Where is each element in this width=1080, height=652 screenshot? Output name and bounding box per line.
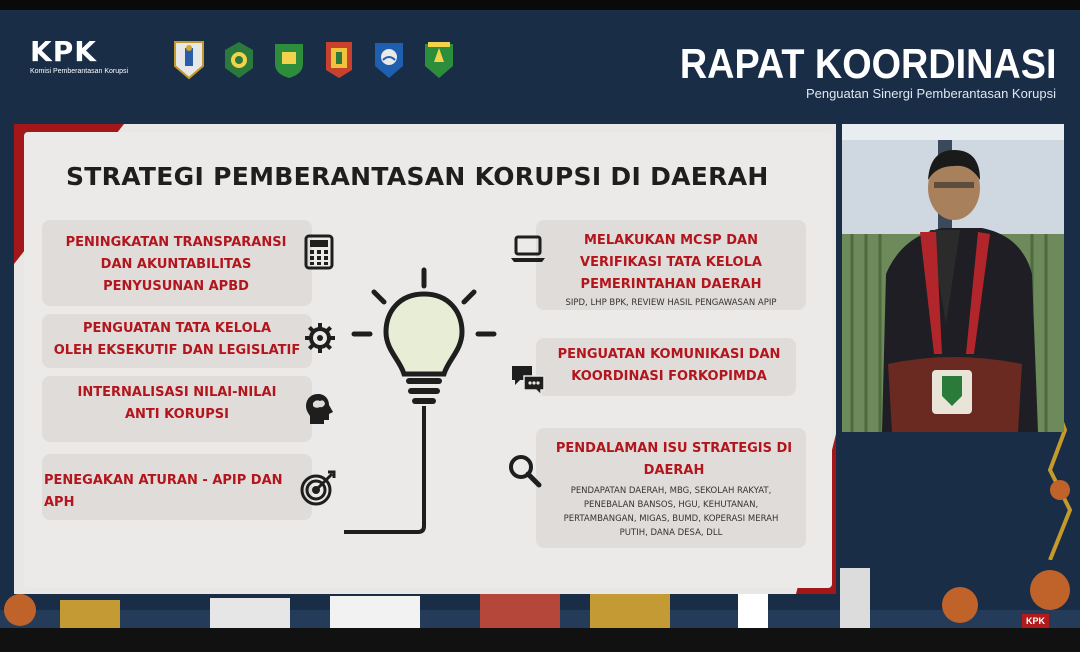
kpk-watermark: KPK (1022, 614, 1049, 628)
calculator-icon (304, 234, 334, 270)
speaker-video-feed (842, 124, 1064, 432)
top-letterbox (0, 0, 1080, 10)
regional-emblem-icon-3 (272, 40, 306, 80)
bottom-letterbox (0, 628, 1080, 652)
gear-icon (304, 322, 336, 354)
kpk-logo-text: KPK (30, 35, 97, 68)
magnifier-icon (508, 454, 542, 488)
regional-emblems (172, 40, 456, 80)
event-subtitle: Penguatan Sinergi Pemberantasan Korupsi (805, 86, 1056, 101)
strategy-mcsp-text: MELAKUKAN MCSP DAN VERIFIKASI TATA KELOLA PEMERINTAHAN DAERAH (580, 233, 762, 292)
presentation-slide (14, 124, 836, 594)
slide-title: STRATEGI PEMBERANTASAN KORUPSI DI DAERAH (66, 162, 769, 191)
chat-bubbles-icon (510, 364, 546, 396)
strategy-communication-text: PENGUATAN KOMUNIKASI DAN KOORDINASI FORKOPIMDA (557, 347, 781, 384)
strategy-enforcement-text: PENEGAKAN ATURAN - APIP DAN APH (44, 473, 283, 510)
lightbulb-icon (344, 264, 504, 554)
regional-emblem-icon-6 (422, 40, 456, 80)
brain-head-icon (304, 392, 336, 426)
regional-emblem-icon-5 (372, 40, 406, 80)
speaker-image (842, 124, 1064, 432)
event-title: RAPAT KOORDINASI (679, 40, 1056, 87)
regional-emblem-icon-4 (322, 40, 356, 80)
strategy-issues-text: PENDALAMAN ISU STRATEGIS DI DAERAH (555, 441, 793, 478)
strategy-values-text: INTERNALISASI NILAI-NILAI ANTI KORUPSI (77, 385, 277, 422)
strategy-transparency-text: PENINGKATAN TRANSPARANSI DAN AKUNTABILITAS PENYUSUNAN APBD (65, 235, 287, 294)
jakarta-emblem-icon (172, 40, 206, 80)
regional-emblem-icon-2 (222, 40, 256, 80)
strategy-issues-detail: PENDAPATAN DAERAH, MBG, SEKOLAH RAKYAT, PENEBALAN BANSOS, HGU, KEHUTANAN, PERTAMBANGAN, MIGAS, BUMD, KOPERASI MERAH PUTIH, DANA DESA, DLL (563, 486, 779, 538)
kpk-logo (30, 35, 129, 75)
strategy-governance-text: PENGUATAN TATA KELOLA OLEH EKSEKUTIF DAN LEGISLATIF (53, 321, 301, 358)
target-icon (300, 470, 336, 506)
laptop-icon (510, 234, 546, 264)
strategy-mcsp-detail: SIPD, LHP BPK, REVIEW HASIL PENGAWASAN APIP (565, 298, 777, 308)
kpk-logo-subtitle: Komisi Pemberantasan Korupsi (30, 68, 129, 75)
